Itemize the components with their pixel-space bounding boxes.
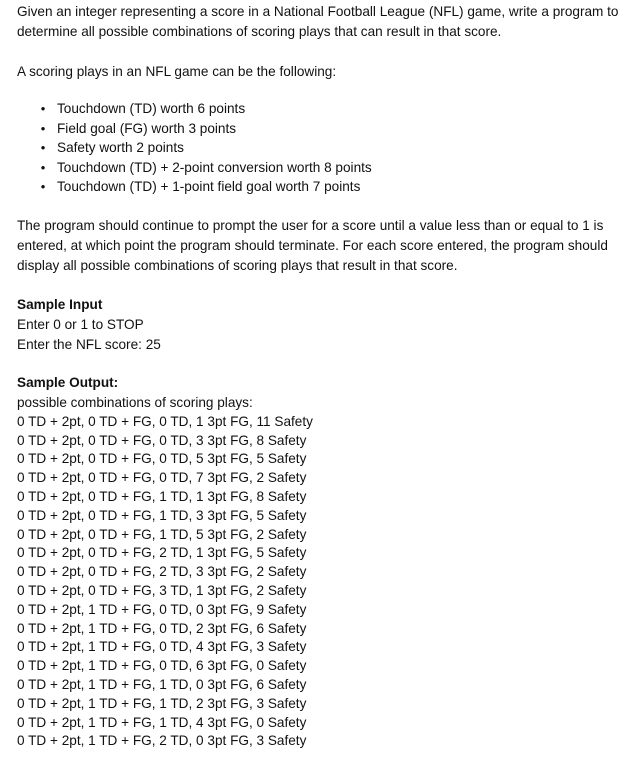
output-line: 0 TD + 2pt, 1 TD + FG, 1 TD, 2 3pt FG, 3 Safety <box>17 695 307 711</box>
output-line: 0 TD + 2pt, 1 TD + FG, 0 TD, 2 3pt FG, 6 Safety <box>17 620 307 636</box>
output-line: 0 TD + 2pt, 0 TD + FG, 0 TD, 7 3pt FG, 2 Safety <box>17 470 307 486</box>
list-item <box>37 119 625 139</box>
list-item <box>37 158 625 178</box>
sample-output-title: Sample Output: <box>17 375 119 391</box>
sample-output-list <box>17 413 625 751</box>
scoring-plays-list <box>17 99 625 197</box>
output-line: 0 TD + 2pt, 0 TD + FG, 0 TD, 1 3pt FG, 11 Safety <box>17 413 313 429</box>
bullet-icon: • <box>40 179 46 195</box>
scoring-play-text: Touchdown (TD) worth 6 points <box>57 101 246 116</box>
scoring-play-text: Touchdown (TD) + 2-point conversion worth 8 points <box>57 159 372 175</box>
scoring-play-text: Field goal (FG) worth 3 points <box>57 120 237 136</box>
bullet-icon: • <box>40 140 46 156</box>
description-paragraph: The program should continue to prompt the user for a score until a value less than or equal to 1 is entered, at which point the program should terminate. For each score entered, the program should display all possible combinations of scoring plays that result in that score. <box>17 217 608 273</box>
sample-input-block <box>17 315 625 354</box>
output-line: 0 TD + 2pt, 0 TD + FG, 0 TD, 5 3pt FG, 5 Safety <box>17 451 307 467</box>
scoring-play-text: Safety worth 2 points <box>57 140 184 156</box>
output-line: 0 TD + 2pt, 1 TD + FG, 0 TD, 4 3pt FG, 3 Safety <box>17 639 307 655</box>
scoring-play-text: Touchdown (TD) + 1-point field goal worth 7 points <box>57 179 361 195</box>
output-line: 0 TD + 2pt, 0 TD + FG, 0 TD, 3 3pt FG, 8 Safety <box>17 432 307 448</box>
list-item <box>37 138 625 158</box>
output-line: 0 TD + 2pt, 1 TD + FG, 2 TD, 0 3pt FG, 3 Safety <box>17 733 307 749</box>
intro-paragraph: Given an integer representing a score in a National Football League (NFL) game, write a program to determine all possible combinations of scoring plays that can result in that score. <box>17 4 619 39</box>
scoring-plays-heading: A scoring plays in an NFL game can be the following: <box>17 64 337 79</box>
bullet-icon: • <box>40 120 46 136</box>
output-line: 0 TD + 2pt, 0 TD + FG, 3 TD, 1 3pt FG, 2 Safety <box>17 582 307 598</box>
output-line: 0 TD + 2pt, 1 TD + FG, 1 TD, 4 3pt FG, 0 Safety <box>17 714 307 730</box>
bullet-icon: • <box>40 159 46 175</box>
output-line: 0 TD + 2pt, 1 TD + FG, 0 TD, 0 3pt FG, 9 Safety <box>17 601 307 617</box>
output-line: 0 TD + 2pt, 0 TD + FG, 1 TD, 1 3pt FG, 8 Safety <box>17 488 307 504</box>
output-line: 0 TD + 2pt, 0 TD + FG, 1 TD, 5 3pt FG, 2 Safety <box>17 526 307 542</box>
sample-input-line: Enter 0 or 1 to STOP <box>17 316 144 332</box>
sample-input-title: Sample Input <box>17 296 103 312</box>
sample-input-line: Enter the NFL score: 25 <box>17 336 161 352</box>
output-line: 0 TD + 2pt, 1 TD + FG, 1 TD, 0 3pt FG, 6 Safety <box>17 676 307 692</box>
output-line: 0 TD + 2pt, 0 TD + FG, 2 TD, 3 3pt FG, 2 Safety <box>17 564 307 580</box>
output-line: 0 TD + 2pt, 1 TD + FG, 0 TD, 6 3pt FG, 0 Safety <box>17 658 307 674</box>
bullet-icon: • <box>40 101 46 116</box>
list-item <box>37 99 625 119</box>
output-line: 0 TD + 2pt, 0 TD + FG, 1 TD, 3 3pt FG, 5 Safety <box>17 507 307 523</box>
list-item <box>37 177 625 197</box>
output-line: 0 TD + 2pt, 0 TD + FG, 2 TD, 1 3pt FG, 5 Safety <box>17 545 307 561</box>
sample-output-header: possible combinations of scoring plays: <box>17 395 253 411</box>
